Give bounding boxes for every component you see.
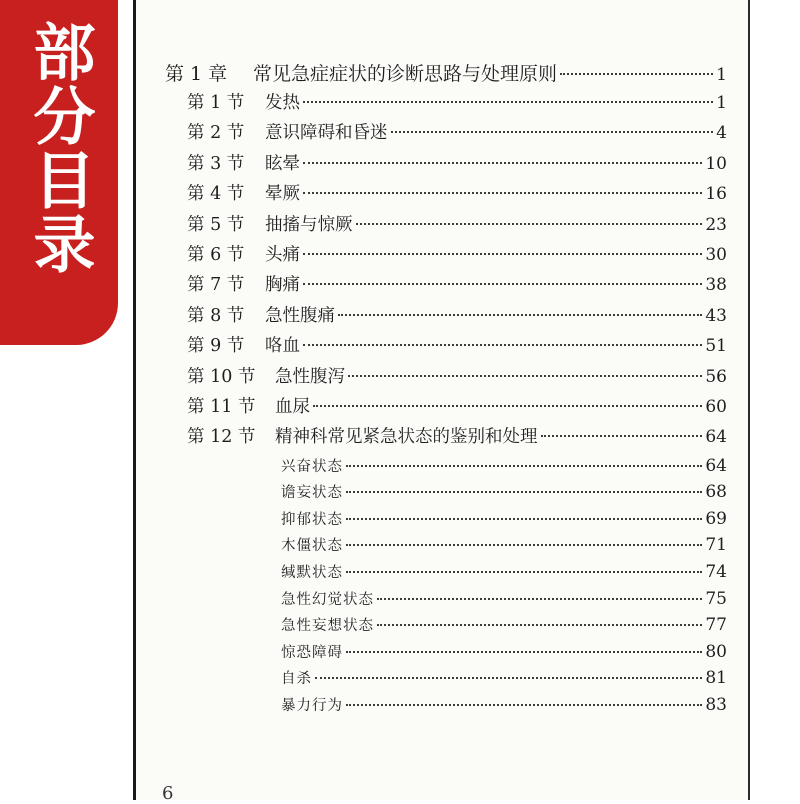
- section-number: 第 3 节: [187, 153, 245, 174]
- subsection-page: 75: [705, 588, 727, 609]
- dot-leader: [541, 435, 703, 437]
- toc-subsection-row: [165, 506, 727, 533]
- section-title: 头痛: [265, 244, 300, 265]
- dot-leader: [303, 253, 702, 255]
- page-border-right: [748, 0, 750, 800]
- toc-subsection-row: [165, 559, 727, 586]
- section-page: 38: [705, 275, 727, 296]
- dot-leader: [377, 624, 702, 626]
- subsection-page: 83: [705, 695, 727, 716]
- subsection-page: 81: [705, 668, 727, 689]
- toc-chapter-row: [165, 60, 727, 88]
- dot-leader: [303, 192, 702, 194]
- section-title: 胸痛: [265, 275, 300, 296]
- section-title: 急性腹泻: [275, 366, 345, 387]
- section-number: 第 10 节: [187, 366, 256, 387]
- table-of-contents: [165, 60, 727, 719]
- subsection-title: 急性幻觉状态: [281, 591, 374, 608]
- section-number: 第 11 节: [187, 396, 256, 417]
- page-number: 6: [162, 783, 174, 804]
- section-page: 64: [705, 427, 727, 448]
- toc-subsection-row: [165, 532, 727, 559]
- section-page: 1: [716, 93, 727, 113]
- subsection-title: 谵妄状态: [281, 485, 343, 502]
- toc-section-row: [165, 270, 727, 300]
- section-number: 第 12 节: [187, 427, 256, 448]
- toc-section-row: [165, 362, 727, 392]
- section-page: 51: [705, 336, 727, 357]
- section-page: 60: [705, 396, 727, 417]
- toc-section-row: [165, 210, 727, 240]
- dot-leader: [391, 131, 714, 133]
- subsection-page: 77: [705, 615, 727, 636]
- section-title: 急性腹痛: [265, 305, 335, 326]
- subsection-page: 74: [705, 562, 727, 583]
- subsection-page: 64: [705, 455, 727, 476]
- dot-leader: [346, 465, 702, 467]
- dot-leader: [303, 344, 702, 346]
- dot-leader: [338, 314, 702, 316]
- section-title: 精神科常见紧急状态的鉴别和处理: [275, 427, 538, 448]
- section-number: 第 9 节: [187, 336, 245, 357]
- chapter-title: 常见急症症状的诊断思路与处理原则: [253, 63, 558, 85]
- toc-section-row: [165, 331, 727, 361]
- subsection-title: 自杀: [281, 671, 312, 688]
- toc-section-row: [165, 179, 727, 209]
- subsection-title: 木僵状态: [281, 538, 343, 555]
- section-title: 晕厥: [265, 184, 300, 205]
- section-number: 第 4 节: [187, 184, 245, 205]
- section-page: 43: [705, 305, 727, 326]
- dot-leader: [315, 677, 702, 679]
- section-number: 第 6 节: [187, 244, 245, 265]
- section-number: 第 5 节: [187, 214, 245, 235]
- dot-leader: [346, 491, 702, 493]
- section-page: 16: [705, 184, 727, 205]
- toc-section-row: [165, 88, 727, 118]
- subsection-page: 68: [705, 482, 727, 503]
- dot-leader: [346, 571, 702, 573]
- dot-leader: [356, 223, 703, 225]
- section-title: 发热: [265, 93, 300, 113]
- section-page: 56: [705, 366, 727, 387]
- toc-section-row: [165, 118, 727, 148]
- chapter-page: 1: [716, 65, 727, 85]
- dot-leader: [346, 704, 702, 706]
- section-number: 第 7 节: [187, 275, 245, 296]
- section-number: 第 1 节: [187, 93, 245, 113]
- section-page: 10: [705, 153, 727, 174]
- section-number: 第 2 节: [187, 123, 245, 144]
- dot-leader: [313, 405, 702, 407]
- dot-leader: [377, 598, 702, 600]
- toc-section-row: [165, 392, 727, 422]
- dot-leader: [303, 283, 702, 285]
- section-title: 咯血: [265, 336, 300, 357]
- subsection-title: 兴奋状态: [281, 458, 343, 475]
- subsection-title: 惊恐障碍: [281, 644, 343, 661]
- section-title: 眩晕: [265, 153, 300, 174]
- toc-subsection-row: [165, 692, 727, 719]
- toc-subsection-row: [165, 639, 727, 666]
- dot-leader: [348, 375, 702, 377]
- toc-section-row: [165, 240, 727, 270]
- partial-toc-badge: [0, 0, 118, 345]
- toc-subsection-row: [165, 586, 727, 613]
- subsection-title: 抑郁状态: [281, 511, 343, 528]
- dot-leader: [303, 101, 713, 103]
- section-page: 4: [716, 123, 727, 144]
- section-page: 30: [705, 244, 727, 265]
- toc-section-row: [165, 149, 727, 179]
- subsection-title: 急性妄想状态: [281, 618, 374, 635]
- page-border-left: [133, 0, 136, 800]
- toc-subsection-row: [165, 612, 727, 639]
- toc-subsection-row: [165, 665, 727, 692]
- subsection-title: 缄默状态: [281, 565, 343, 582]
- toc-subsection-row: [165, 479, 727, 506]
- toc-section-row: [165, 422, 727, 452]
- section-number: 第 8 节: [187, 305, 245, 326]
- subsection-title: 暴力行为: [281, 698, 343, 715]
- dot-leader: [346, 651, 702, 653]
- section-title: 意识障碍和昏迷: [265, 123, 388, 144]
- dot-leader: [346, 518, 702, 520]
- subsection-page: 80: [705, 641, 727, 662]
- toc-subsection-row: [165, 453, 727, 480]
- section-page: 23: [705, 214, 727, 235]
- subsection-page: 71: [705, 535, 727, 556]
- toc-section-row: [165, 301, 727, 331]
- section-title: 抽搐与惊厥: [265, 214, 353, 235]
- chapter-number: 第 1 章: [165, 63, 228, 85]
- subsection-page: 69: [705, 508, 727, 529]
- section-title: 血尿: [275, 396, 310, 417]
- dot-leader: [303, 162, 702, 164]
- dot-leader: [560, 73, 713, 75]
- dot-leader: [346, 544, 702, 546]
- badge-label: 部分目录: [23, 20, 96, 276]
